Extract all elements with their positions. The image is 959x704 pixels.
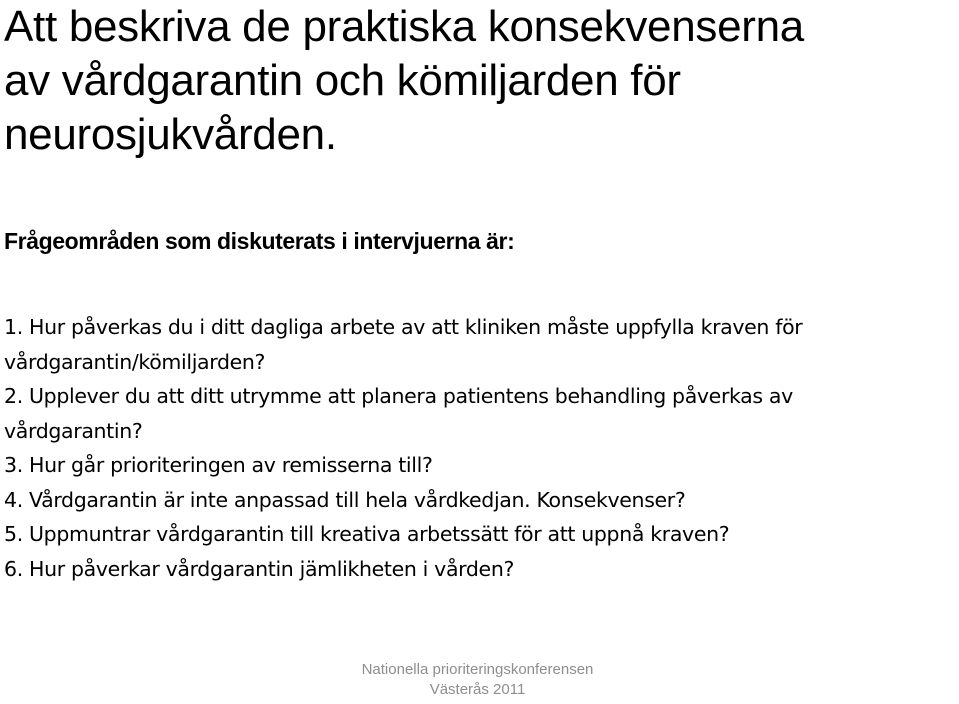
question-line: vårdgarantin/kömiljarden?: [4, 349, 266, 374]
question-line: 2. Upplever du att ditt utrymme att planera patientens behandling påverkas av: [4, 384, 793, 408]
question-line: 3. Hur går prioriteringen av remisserna till?: [4, 453, 433, 477]
question-line: 4. Vårdgarantin är inte anpassad till hela vårdkedjan. Konsekvenser?: [4, 487, 686, 512]
question-line: vårdgarantin?: [4, 418, 143, 443]
question-item: [4, 517, 956, 552]
title-line: av vårdgarantin och kömiljarden för: [4, 56, 681, 105]
question-line: 5. Uppmuntrar vårdgarantin till kreativa arbetssätt för att uppnå kraven?: [4, 522, 730, 546]
title-line: neurosjukvården.: [4, 110, 337, 159]
question-item: [4, 310, 956, 379]
question-item: [4, 483, 956, 518]
question-item: [4, 379, 956, 448]
title-line: Att beskriva de praktiska konsekvenserna: [4, 2, 804, 51]
footer-conference: Nationella prioriteringskonferensen: [361, 661, 594, 678]
question-line: 1. Hur påverkas du i ditt dagliga arbete av att kliniken måste uppfylla kraven för: [4, 315, 803, 339]
question-list: [4, 310, 956, 586]
slide-footer: [0, 660, 955, 700]
footer-place-year: Västerås 2011: [429, 681, 526, 698]
slide-title: [4, 0, 956, 162]
question-item: [4, 448, 956, 483]
question-item: [4, 552, 956, 587]
question-line: 6. Hur påverkar vårdgarantin jämlikheten i vården?: [4, 556, 514, 581]
question-areas-heading: Frågeområden som diskuterats i intervjuerna är:: [4, 228, 515, 254]
